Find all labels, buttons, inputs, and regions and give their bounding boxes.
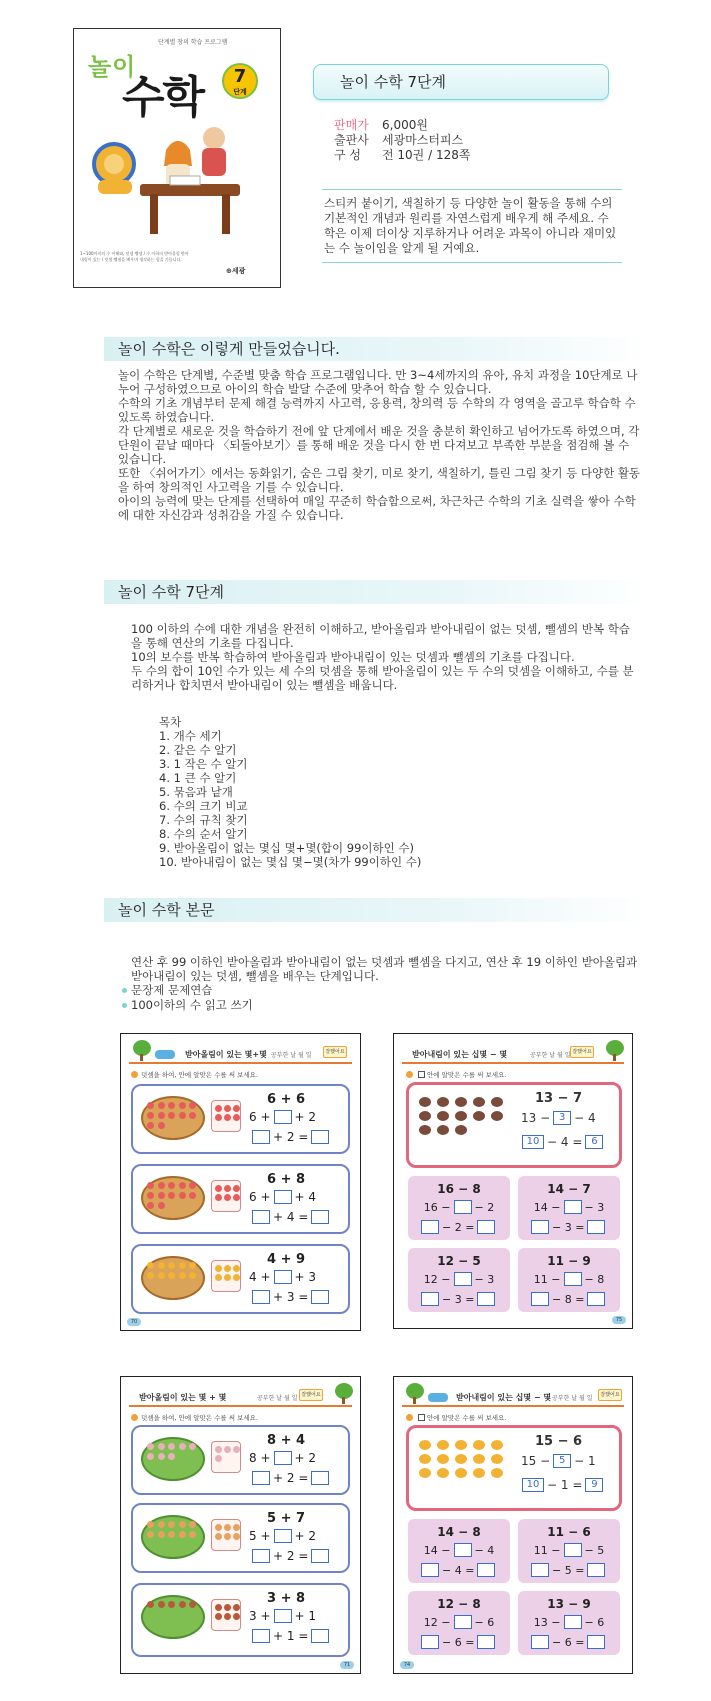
answer-box[interactable] xyxy=(311,1210,329,1224)
box-glyph xyxy=(418,1071,425,1078)
step-right: − 8 xyxy=(584,1272,605,1286)
result-text: + 3 = xyxy=(273,1290,309,1304)
toc-item: 2. 같은 수 알기 xyxy=(159,743,237,757)
problem-equation: 4 + 9 xyxy=(267,1252,306,1267)
page-number: 75 xyxy=(612,1316,626,1324)
step-left: 15 − xyxy=(521,1454,551,1468)
stage7-paragraph: 10의 보수를 반복 학습하여 받아올림과 받아내림이 있는 덧셈과 뺄셈의 기초를 다집니다. xyxy=(131,650,575,664)
result-text: − 2 = xyxy=(442,1220,475,1234)
product-description: 스티커 붙이기, 색칠하기 등 다양한 놀이 활동을 통해 수의 기본적인 개념과 원리를 자연스럽게 배우게 해 주세요. 수학은 이제 더이상 지루하거나 어려운 과목이 아니라 재미있는 수 놀이임을 알게 될 거예요. xyxy=(322,189,622,263)
answer-box[interactable] xyxy=(274,1609,292,1623)
card-result xyxy=(418,1563,498,1577)
cover-stage-badge xyxy=(222,63,258,99)
example-equation: 15 − 6 xyxy=(535,1434,583,1449)
example-equation: 13 − 7 xyxy=(535,1091,583,1106)
example-result xyxy=(519,1135,606,1149)
answer-box[interactable] xyxy=(421,1635,439,1649)
step-right: − 2 xyxy=(474,1200,495,1214)
flower-group xyxy=(147,1102,197,1129)
worksheet-sample-1 xyxy=(120,1033,361,1331)
practice-card xyxy=(518,1519,620,1583)
page-number: 70 xyxy=(127,1318,141,1326)
section-heading-intro: 놀이 수학은 이렇게 만들었습니다. xyxy=(104,337,649,361)
box-glyph xyxy=(418,1414,425,1421)
step-left: 14 − xyxy=(533,1200,561,1214)
card-equation: 12 − 5 xyxy=(437,1254,481,1268)
step-left: 4 + xyxy=(249,1270,271,1284)
toc-item: 4. 1 큰 수 알기 xyxy=(159,771,237,785)
intro-paragraph: 수학의 기초 개념부터 문제 해결 능력까지 사고력, 응용력, 창의력 등 수학의 각 영역을 골고루 학습학 수 있도록 하였습니다. xyxy=(118,396,636,424)
toc xyxy=(159,715,579,869)
result-text: + 2 = xyxy=(273,1549,309,1563)
card-step xyxy=(518,1543,620,1557)
car-icon xyxy=(428,1393,448,1402)
pencil-icon xyxy=(406,1071,413,1078)
answer-box[interactable] xyxy=(477,1292,495,1306)
bullet-icon xyxy=(122,988,127,993)
tree-trunk xyxy=(613,1054,616,1061)
problem-step xyxy=(249,1270,316,1284)
result-text: + 4 = xyxy=(273,1210,309,1224)
stage7-paragraph: 두 수의 합이 10인 수가 있는 세 수의 덧셈을 통해 받아올림이 있는 두 수의 덧셈을 이해하고, 수를 분리하거나 합치면서 받아내림이 있는 뺄셈을 배웁니다. xyxy=(131,664,634,692)
step-right: − 3 xyxy=(584,1200,605,1214)
practice-card xyxy=(518,1176,620,1240)
step-left: 5 + xyxy=(249,1529,271,1543)
answer-box[interactable]: 3 xyxy=(553,1111,571,1125)
answer-box[interactable] xyxy=(252,1629,270,1643)
problem-panel xyxy=(131,1425,350,1495)
flower-group xyxy=(147,1262,197,1279)
card-result xyxy=(418,1635,498,1649)
worksheet-header xyxy=(129,1383,352,1407)
worksheet-sample-4 xyxy=(393,1376,633,1674)
worksheet-date: 공부한 날 월 일 xyxy=(552,1395,593,1402)
result-text: + 2 = xyxy=(273,1471,309,1485)
step-left: 6 + xyxy=(249,1110,271,1124)
worksheet-title: 받아내림이 있는 십몇 − 몇 xyxy=(412,1050,508,1059)
product-title: 놀이 수학 7단계 xyxy=(313,64,609,100)
card-equation: 13 − 9 xyxy=(547,1597,591,1611)
worksheet-instruction xyxy=(406,1070,506,1079)
problem-result xyxy=(249,1210,332,1224)
practice-card xyxy=(518,1248,620,1312)
card-step xyxy=(518,1272,620,1286)
toc-item: 7. 수의 규칙 찾기 xyxy=(159,813,248,827)
answer-box[interactable] xyxy=(252,1130,270,1144)
example-step xyxy=(521,1454,596,1468)
flower-tray xyxy=(211,1100,241,1132)
worksheet-header xyxy=(129,1040,352,1064)
list-item xyxy=(122,983,253,998)
answer-box[interactable] xyxy=(274,1110,292,1124)
example-step xyxy=(521,1111,596,1125)
page-number: 71 xyxy=(340,1661,354,1669)
result-text: − 1 = xyxy=(547,1478,583,1492)
answer-box[interactable] xyxy=(564,1543,582,1557)
result-text: − 4 = xyxy=(547,1135,583,1149)
card-equation: 16 − 8 xyxy=(437,1182,481,1196)
worksheet-tag: 잘했어요 xyxy=(323,1046,347,1058)
problem-result xyxy=(249,1471,332,1485)
worksheet-date: 공부한 날 월 일 xyxy=(257,1395,298,1402)
problem-step xyxy=(249,1529,316,1543)
pencil-icon xyxy=(131,1414,138,1421)
instruction-text: 덧셈을 하여, 안에 알맞은 수를 써 보세요. xyxy=(141,1071,258,1079)
crab-illustration xyxy=(419,1097,505,1135)
card-result xyxy=(418,1292,498,1306)
problem-equation: 6 + 8 xyxy=(267,1172,306,1187)
step-left: 14 − xyxy=(423,1543,451,1557)
problem-equation: 6 + 6 xyxy=(267,1092,306,1107)
stage7-paragraph: 100 이하의 수에 대한 개념을 완전히 이해하고, 받아올림과 받아내림이 없는 덧셈, 뺄셈의 반복 학습을 통해 연산의 기초를 다집니다. xyxy=(131,622,630,650)
answer-box[interactable] xyxy=(477,1635,495,1649)
intro-paragraph: 놀이 수학은 단계별, 수준별 맞춤 학습 프로그램입니다. 만 3~4세까지의 유아, 유치 과정을 10단계로 나누어 구성하였으므로 아이의 학습 발달 수준에 맞추어 학습 할 수 있습니다. xyxy=(118,368,638,396)
answer-box[interactable] xyxy=(421,1563,439,1577)
toc-item: 9. 받아올림이 없는 몇십 몇+몇(합이 99이하인 수) xyxy=(159,841,414,855)
step-left: 6 + xyxy=(249,1190,271,1204)
card-step xyxy=(408,1543,510,1557)
example-problem-panel xyxy=(406,1082,622,1168)
answer-box[interactable] xyxy=(477,1220,495,1234)
intro-paragraph: 아이의 능력에 맞는 단계를 선택하여 매일 꾸준히 학습함으로써, 차근차근 수학의 기초 실력을 쌓아 수학에 대한 자신감과 성취감을 가질 수 있습니다. xyxy=(118,494,636,522)
problem-step xyxy=(249,1609,316,1623)
cover-title-top: 놀이 xyxy=(88,53,137,81)
step-left: 13 − xyxy=(521,1111,551,1125)
step-left: 8 + xyxy=(249,1451,271,1465)
problem-equation: 5 + 7 xyxy=(267,1511,306,1526)
animal-group xyxy=(147,1443,197,1460)
example-result xyxy=(519,1478,606,1492)
card-equation: 14 − 7 xyxy=(547,1182,591,1196)
composition-value: 전 10권 / 128쪽 xyxy=(382,148,471,162)
answer-box[interactable] xyxy=(531,1292,549,1306)
worksheet-tag: 잘했어요 xyxy=(598,1389,622,1401)
practice-card xyxy=(518,1591,620,1655)
intro-paragraph: 또한 〈쉬어가기〉에서는 동화읽기, 숨은 그림 찾기, 미로 찾기, 색칠하기, 틀린 그림 찾기 등 다양한 활동을 하여 창의적인 사고력을 기를 수 있습니다. xyxy=(118,466,641,494)
composition-label: 구 성 xyxy=(334,148,361,162)
answer-box[interactable] xyxy=(531,1635,549,1649)
section-heading-stage7: 놀이 수학 7단계 xyxy=(104,580,649,604)
answer-box[interactable]: 5 xyxy=(553,1454,571,1468)
flower-tray xyxy=(211,1260,241,1292)
step-left: 13 − xyxy=(533,1615,561,1629)
cover-tagline: 단계별 창의 학습 프로그램 xyxy=(158,39,228,46)
worksheet-sample-2 xyxy=(393,1033,633,1329)
book-cover-image xyxy=(73,28,281,288)
step-left: 16 − xyxy=(423,1200,451,1214)
answer-box[interactable] xyxy=(531,1563,549,1577)
worksheet-title: 받아올림이 있는 몇 + 몇 xyxy=(139,1393,227,1402)
result-text: − 6 = xyxy=(442,1635,475,1649)
answer-box[interactable] xyxy=(454,1615,472,1629)
answer-box[interactable] xyxy=(564,1615,582,1629)
step-left: 12 − xyxy=(423,1615,451,1629)
cover-stage-word: 단계 xyxy=(233,88,247,96)
answer-box[interactable] xyxy=(252,1290,270,1304)
worksheet-instruction xyxy=(131,1413,258,1422)
step-right: − 4 xyxy=(574,1111,596,1125)
answer-box[interactable]: 9 xyxy=(585,1478,603,1492)
problem-panel xyxy=(131,1244,350,1314)
answer-box[interactable] xyxy=(274,1190,292,1204)
answer-box[interactable] xyxy=(311,1130,329,1144)
list-item xyxy=(122,998,253,1013)
problem-panel xyxy=(131,1503,350,1573)
problem-panel xyxy=(131,1084,350,1154)
answer-box[interactable] xyxy=(564,1272,582,1286)
car-icon xyxy=(155,1050,175,1059)
card-step xyxy=(408,1615,510,1629)
animal-tray xyxy=(211,1441,241,1473)
card-result xyxy=(418,1220,498,1234)
worksheet-date: 공부한 날 월 일 xyxy=(271,1052,312,1059)
publisher-row xyxy=(334,133,470,148)
step-right: + 2 xyxy=(294,1451,317,1465)
price-value: 6,000원 xyxy=(382,118,428,132)
step-right: − 3 xyxy=(474,1272,495,1286)
step-left: 11 − xyxy=(533,1272,561,1286)
answer-box[interactable] xyxy=(421,1292,439,1306)
answer-box[interactable] xyxy=(252,1210,270,1224)
worksheet-date: 공부한 날 월 일 xyxy=(530,1052,571,1059)
problem-step xyxy=(249,1190,316,1204)
section-stage7-body xyxy=(131,622,641,692)
instruction-text: 안에 알맞은 수를 써 보세요. xyxy=(427,1071,507,1079)
section-body-paragraph: 연산 후 99 이하인 받아올림과 받아내림이 없는 덧셈과 뺄셈을 다지고, 연산 후 19 이하인 받아올림과 받아내림이 있는 덧셈, 뺄셈을 배우는 단계입니다. xyxy=(131,955,638,983)
card-result xyxy=(528,1220,608,1234)
answer-box[interactable] xyxy=(587,1563,605,1577)
problem-result xyxy=(249,1549,332,1563)
step-right: + 2 xyxy=(294,1529,317,1543)
answer-box[interactable] xyxy=(311,1471,329,1485)
problem-panel xyxy=(131,1164,350,1234)
card-step xyxy=(408,1200,510,1214)
result-text: − 5 = xyxy=(552,1563,585,1577)
page-number: 74 xyxy=(400,1661,414,1669)
cover-title-main: 수학 xyxy=(122,72,204,123)
product-meta xyxy=(334,118,470,163)
animal-tray xyxy=(211,1519,241,1551)
chick-illustration xyxy=(419,1440,505,1478)
practice-card xyxy=(408,1176,510,1240)
answer-box[interactable] xyxy=(311,1629,329,1643)
practice-card xyxy=(408,1591,510,1655)
worksheet-header xyxy=(402,1040,624,1064)
card-step xyxy=(518,1615,620,1629)
example-problem-panel xyxy=(406,1425,622,1511)
problem-equation: 8 + 4 xyxy=(267,1433,306,1448)
problem-equation: 3 + 8 xyxy=(267,1591,306,1606)
answer-box[interactable] xyxy=(274,1451,292,1465)
worksheet-tag: 잘했어요 xyxy=(299,1389,323,1401)
step-right: − 1 xyxy=(574,1454,596,1468)
worksheet-title: 받아내림이 있는 십몇 − 몇 xyxy=(456,1393,552,1402)
answer-box[interactable] xyxy=(587,1635,605,1649)
result-text: − 4 = xyxy=(442,1563,475,1577)
publisher-label: 출판사 xyxy=(334,133,369,147)
result-text: + 2 = xyxy=(273,1130,309,1144)
pencil-icon xyxy=(131,1071,138,1078)
answer-box[interactable] xyxy=(274,1529,292,1543)
animal-group xyxy=(147,1521,197,1538)
worksheet-instruction xyxy=(131,1070,258,1079)
cover-blurb: 1~100까지의 수 이해와, 덧셈 뺄셈 / 수 이하의 받아올림 받아내림이 있는 / 덧셈 뺄셈을 배우며 생각하는 힘을 기릅니다. xyxy=(80,251,189,262)
card-step xyxy=(518,1200,620,1214)
toc-item: 10. 받아내림이 없는 몇십 몇−몇(차가 99이하인 수) xyxy=(159,855,422,869)
problem-step xyxy=(249,1110,316,1124)
step-right: + 1 xyxy=(294,1609,317,1623)
bullet-text: 문장제 문제연습 xyxy=(131,983,213,997)
worksheet-sample-3 xyxy=(120,1376,361,1674)
toc-item: 1. 개수 세기 xyxy=(159,729,222,743)
section-heading-body: 놀이 수학 본문 xyxy=(104,898,649,922)
price-label: 판매가 xyxy=(334,118,369,132)
cover-illustration xyxy=(80,124,280,249)
answer-box[interactable] xyxy=(454,1543,472,1557)
card-equation: 14 − 8 xyxy=(437,1525,481,1539)
cover-stage-number: 7 xyxy=(233,66,247,87)
problem-result xyxy=(249,1130,332,1144)
feature-list xyxy=(122,983,253,1013)
composition-row xyxy=(334,148,470,163)
step-right: − 6 xyxy=(584,1615,605,1629)
pencil-icon xyxy=(406,1414,413,1421)
result-text: − 8 = xyxy=(552,1292,585,1306)
animal-group xyxy=(147,1601,197,1608)
answer-box[interactable]: 6 xyxy=(585,1135,603,1149)
step-right: − 5 xyxy=(584,1543,605,1557)
answer-box[interactable] xyxy=(421,1220,439,1234)
cover-publisher: ⊕세광 xyxy=(226,267,246,275)
card-equation: 11 − 6 xyxy=(547,1525,591,1539)
worksheet-instruction xyxy=(406,1413,506,1422)
answer-box[interactable] xyxy=(311,1549,329,1563)
bullet-icon xyxy=(122,1003,127,1008)
instruction-text: 안에 알맞은 수를 써 보세요. xyxy=(427,1414,507,1422)
answer-box[interactable] xyxy=(587,1220,605,1234)
answer-box[interactable] xyxy=(564,1200,582,1214)
result-text: − 6 = xyxy=(552,1635,585,1649)
answer-box[interactable] xyxy=(252,1471,270,1485)
publisher-value: 세광마스터피스 xyxy=(382,133,464,147)
toc-item: 6. 수의 크기 비교 xyxy=(159,799,248,813)
step-right: − 6 xyxy=(474,1615,495,1629)
practice-card xyxy=(408,1519,510,1583)
result-text: − 3 = xyxy=(552,1220,585,1234)
card-equation: 11 − 9 xyxy=(547,1254,591,1268)
result-text: − 3 = xyxy=(442,1292,475,1306)
problem-panel xyxy=(131,1583,350,1657)
tree-trunk xyxy=(413,1397,416,1404)
step-right: + 3 xyxy=(294,1270,317,1284)
answer-box[interactable] xyxy=(477,1563,495,1577)
bullet-text: 100이하의 수 읽고 쓰기 xyxy=(131,998,253,1012)
result-text: + 1 = xyxy=(273,1629,309,1643)
answer-box[interactable] xyxy=(274,1270,292,1284)
answer-box[interactable]: 10 xyxy=(522,1478,544,1492)
answer-box[interactable] xyxy=(587,1292,605,1306)
answer-box[interactable] xyxy=(454,1272,472,1286)
answer-box[interactable]: 10 xyxy=(522,1135,544,1149)
animal-tray xyxy=(211,1599,241,1631)
problem-step xyxy=(249,1451,316,1465)
step-right: + 4 xyxy=(294,1190,317,1204)
practice-card xyxy=(408,1248,510,1312)
toc-item: 3. 1 작은 수 알기 xyxy=(159,757,248,771)
step-left: 11 − xyxy=(533,1543,561,1557)
instruction-text: 덧셈을 하여, 안에 알맞은 수를 써 보세요. xyxy=(141,1414,258,1422)
step-left: 12 − xyxy=(423,1272,451,1286)
step-right: − 4 xyxy=(474,1543,495,1557)
toc-title: 목차 xyxy=(159,715,182,729)
price-row xyxy=(334,118,470,133)
card-equation: 12 − 8 xyxy=(437,1597,481,1611)
section-intro-body xyxy=(118,368,643,522)
problem-result xyxy=(249,1629,332,1643)
step-right: + 2 xyxy=(294,1110,317,1124)
answer-box[interactable] xyxy=(311,1290,329,1304)
card-result xyxy=(528,1292,608,1306)
intro-paragraph: 각 단계별로 새로운 것을 학습하기 전에 앞 단계에서 배운 것을 충분히 확인하고 넘어가도록 하였으며, 각 단원이 끝날 때마다 〈되돌아보기〉를 통해 배운 것을 다시 한 번 다져보고 부족한 부분을 점검해 볼 수 있습니다. xyxy=(118,424,640,466)
worksheet-tag: 잘했어요 xyxy=(570,1046,594,1058)
tree-trunk xyxy=(140,1054,143,1061)
worksheet-header xyxy=(402,1383,624,1407)
flower-group xyxy=(147,1182,197,1209)
flower-tray xyxy=(211,1180,241,1212)
answer-box[interactable] xyxy=(252,1549,270,1563)
card-result xyxy=(528,1635,608,1649)
card-result xyxy=(528,1563,608,1577)
worksheet-title: 받아올림이 있는 몇+몇 xyxy=(185,1050,267,1059)
toc-item: 8. 수의 순서 알기 xyxy=(159,827,248,841)
problem-result xyxy=(249,1290,332,1304)
tree-trunk xyxy=(342,1397,345,1404)
card-step xyxy=(408,1272,510,1286)
answer-box[interactable] xyxy=(454,1200,472,1214)
answer-box[interactable] xyxy=(531,1220,549,1234)
toc-item: 5. 묶음과 낱개 xyxy=(159,785,233,799)
step-left: 3 + xyxy=(249,1609,271,1623)
